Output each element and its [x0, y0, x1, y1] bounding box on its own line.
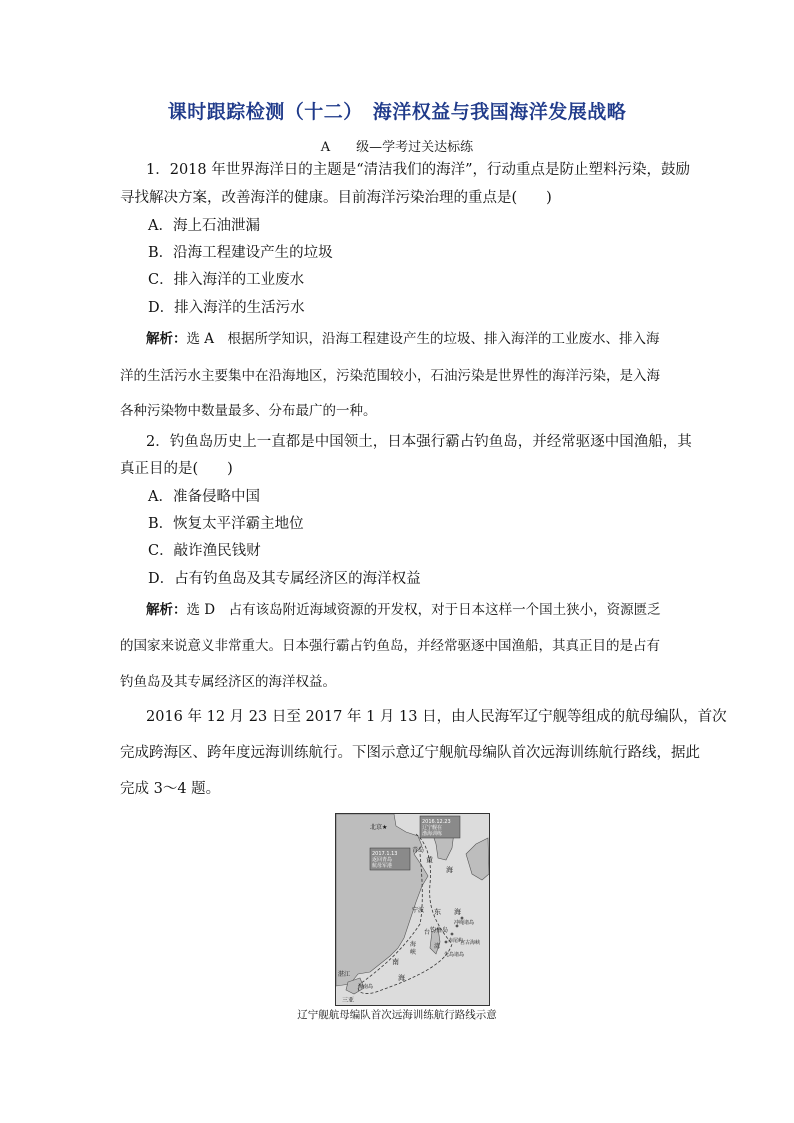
- label-huang: 黄: [426, 856, 433, 864]
- q2-answer-line2: 的国家来说意义非常重大。日本强行霸占钓鱼岛，并经常驱逐中国渔船，其真正目的是占有: [120, 638, 660, 654]
- label-box2-line2: 返回青岛: [372, 857, 393, 863]
- label-box1-line2: 辽宁舰在: [422, 825, 443, 831]
- label-box2-line3: 航母军港: [372, 863, 393, 869]
- q2-answer-line1: [146, 600, 661, 620]
- route-map: [335, 813, 490, 1006]
- label-ryukyu: 冲绳诸岛: [454, 920, 475, 926]
- label-box1-line1: 2016.12.23: [422, 819, 451, 825]
- label-sakishima: 先岛诸岛: [444, 952, 465, 958]
- label-wan: 湾: [434, 943, 441, 950]
- passage-line2: 完成跨海区、跨年度远海训练航行。下图示意辽宁舰航母编队首次远海训练航行路线，据此: [120, 745, 700, 761]
- label-nan: 南: [392, 958, 399, 966]
- label-zhanjiang: 湛江: [338, 971, 351, 978]
- label-strait-xia: 峡: [410, 949, 417, 956]
- label-sanya: 三亚: [342, 997, 355, 1004]
- label-hainan: 海南岛: [358, 984, 374, 990]
- q1-answer-label: 解析：: [146, 331, 187, 347]
- passage-line1: 2016 年 12 月 23 日至 2017 年 1 月 13 日，由人民海军辽宁舰等组成的航母编队，首次: [146, 709, 727, 725]
- q2-option-c: C．敲诈渔民钱财: [148, 543, 261, 559]
- section-subtitle: A 级—学考过关达标练: [320, 140, 474, 155]
- page-title: 课时跟踪检测（十二） 海洋权益与我国海洋发展战略: [167, 101, 627, 123]
- label-strait-hai: 海: [410, 941, 417, 948]
- label-box1-line3: 渤海训练: [422, 831, 443, 837]
- q2-answer-label: 解析：: [146, 602, 187, 618]
- label-beijing: 北京★: [370, 824, 388, 831]
- q1-answer-line3: 各种污染物中数量最多、分布最广的一种。: [120, 403, 377, 419]
- label-ningbo: 宁波: [412, 907, 425, 914]
- q1-option-a: A．海上石油泄漏: [148, 218, 260, 234]
- label-hai2: 海: [454, 908, 461, 916]
- label-taiwan: 台: [424, 929, 431, 936]
- q1-answer-line1: [146, 329, 660, 349]
- label-hai3: 海: [398, 974, 405, 982]
- q2-stem-line1: 2．钓鱼岛历史上一直都是中国领土，日本强行霸占钓鱼岛，并经常驱逐中国渔船，其: [146, 434, 692, 450]
- map-caption: 辽宁舰航母编队首次远海训练航行路线示意: [297, 1009, 497, 1021]
- label-diaoyu: 钓鱼岛: [430, 927, 449, 934]
- label-chiwei: 赤尾屿: [448, 938, 464, 944]
- q2-option-a: A．准备侵略中国: [148, 489, 260, 505]
- q2-option-d: D．占有钓鱼岛及其专属经济区的海洋权益: [148, 571, 421, 587]
- label-qingdao: 青岛: [412, 847, 425, 854]
- q1-option-c: C．排入海洋的工业废水: [148, 272, 305, 288]
- label-miyako: 宫古海峡: [460, 940, 481, 946]
- q1-stem-line1: 1．2018 年世界海洋日的主题是“清洁我们的海洋”，行动重点是防止塑料污染，鼓励: [146, 162, 691, 178]
- q2-option-b: B．恢复太平洋霸主地位: [148, 516, 304, 532]
- q1-stem-line2: 寻找解决方案，改善海洋的健康。目前海洋污染治理的重点是( ): [120, 190, 552, 206]
- q1-answer-line2: 洋的生活污水主要集中在沿海地区，污染范围较小，石油污染是世界性的海洋污染，是入海: [120, 368, 660, 384]
- q1-answer-text: 选 A 根据所学知识，沿海工程建设产生的垃圾、排入海洋的工业废水、排入海: [186, 331, 660, 347]
- label-hai1: 海: [446, 866, 453, 874]
- q2-answer-text: 选 D 占有该岛附近海域资源的开发权，对于日本这样一个国土狭小，资源匮乏: [186, 602, 661, 618]
- q1-option-b: B．沿海工程建设产生的垃圾: [148, 245, 333, 261]
- label-box2-line1: 2017.1.13: [372, 851, 398, 857]
- q1-option-d: D．排入海洋的生活污水: [148, 300, 305, 316]
- passage-line3: 完成 3～4 题。: [120, 781, 221, 797]
- q2-stem-line2: 真正目的是( ): [120, 461, 233, 477]
- label-dong: 东: [434, 908, 441, 916]
- q2-answer-line3: 钓鱼岛及其专属经济区的海洋权益。: [120, 674, 336, 690]
